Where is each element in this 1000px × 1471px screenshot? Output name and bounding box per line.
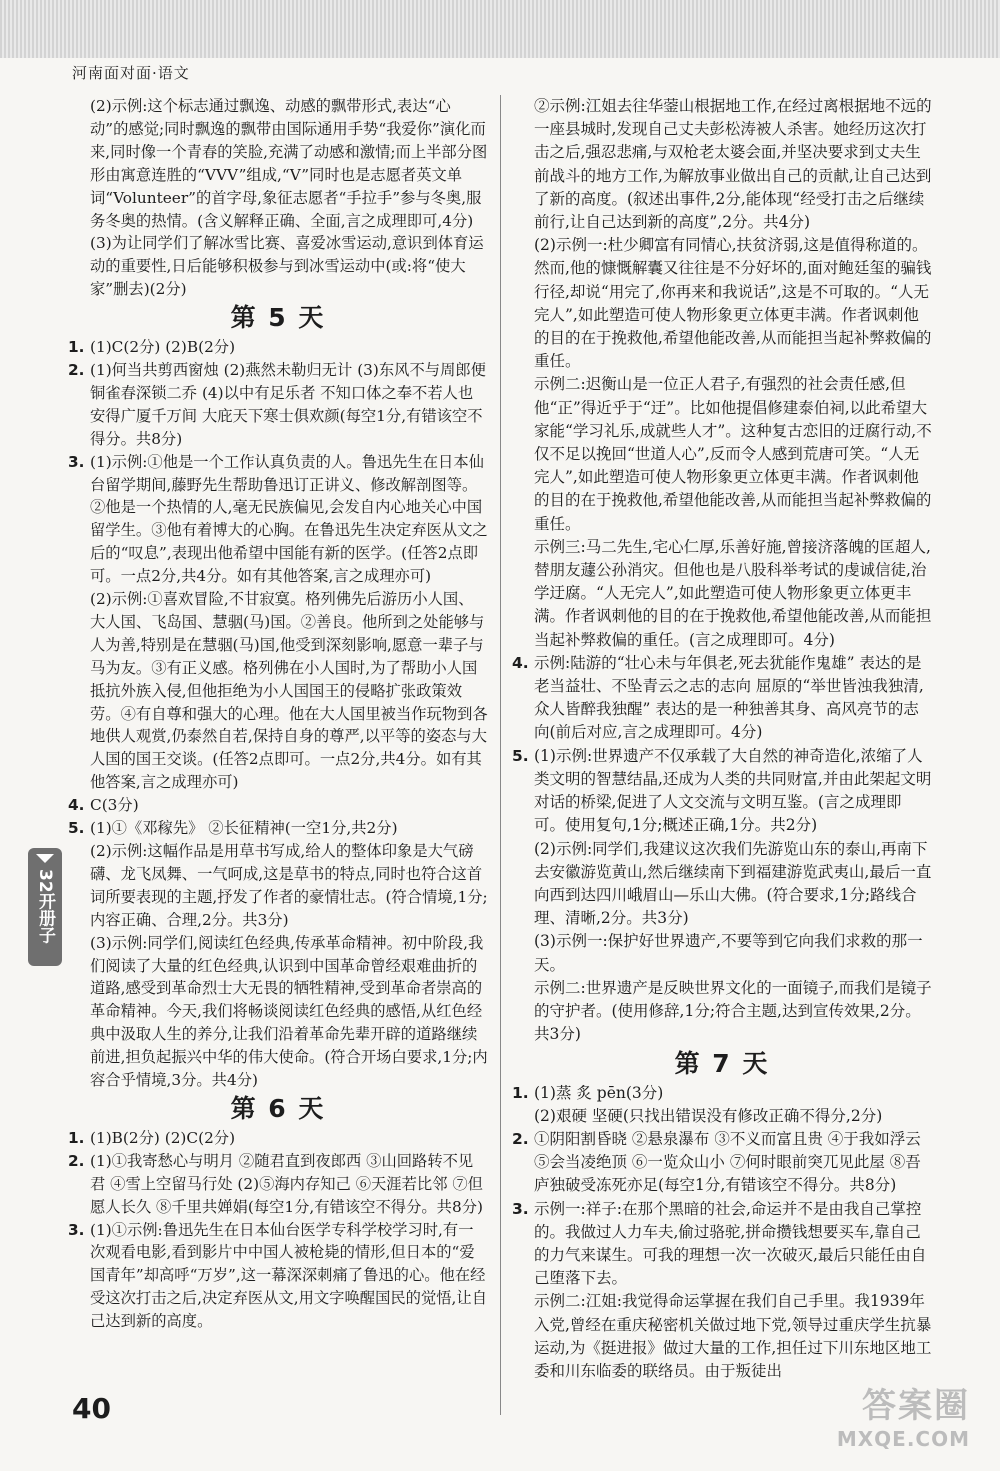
answer-item (68, 336, 488, 359)
answer-paragraph: (2)示例:这个标志通过飘逸、动感的飘带形式,表达“心动”的感觉;同时飘逸的飘带由国际通用手势“我爱你”演化而来,同时像一个青春的笑脸,充满了动感和激情;而上半部分图形由寓意连胜的“VVV”组成,“V”同时也是志愿者英文单词“Volunteer”的首字母,象征志愿者“手拉手”参与冬奥,服务冬奥的热情。(含义解释正确、全面,言之成理即可,4分) (90, 97, 488, 230)
answer-item (512, 1198, 932, 1291)
page-number: 40 (72, 1392, 111, 1425)
answer-item (512, 1128, 932, 1198)
answer-paragraph: (2)示例一:杜少卿富有同情心,扶贫济弱,这是值得称道的。然而,他的慷慨解囊又往往是不分好坏的,面对鲍廷玺的骗钱行径,却说“用完了,你再来和我说话”,这是不可取的。“人无完人”,如此塑造可使人物形象更立体更丰满。作者讽刺他的目的在于挽救他,希望他能改善,从而能担当起补弊救偏的重任。 (534, 236, 932, 371)
answer-item (68, 1150, 488, 1219)
question-number: 1. (512, 1083, 529, 1102)
answer-text: (1)①示例:鲁迅先生在日本仙台医学专科学校学习时,有一次观看电影,看到影片中中国人被枪毙的情形,但日本的“爱国青年”却高呼“万岁”,这一幕深深刺痛了鲁迅的心。他在经受这次打击之后,决定弃医从文,用文字唤醒国民的觉悟,让自己达到新的高度。 (90, 1220, 488, 1331)
answer-text: (1)C(2分) (2)B(2分) (90, 338, 236, 357)
answer-text: (1)①《邓稼先》 ②长征精神(一空1分,共2分) (90, 819, 398, 838)
question-number: 3. (68, 452, 85, 471)
question-number: 2. (68, 360, 85, 379)
answer-text: ①阴阳割昏晓 ②悬泉瀑布 ③不义而富且贵 ④于我如浮云 ⑤会当凌绝顶 ⑥一览众山小 ⑦何时眼前突兀见此屋 ⑧吾庐独破受冻死亦足(每空1分,有错该空不得分。共8分) (534, 1129, 921, 1195)
answer-text: (1)何当共剪西窗烛 (2)燕然未勒归无计 (3)东风不与周郎便 铜雀春深锁二乔 (4)以中有足乐者 不知口体之奉不若人也 安得广厦千万间 大庇天下寒士俱欢颜(每空1分,有错该空不得分。共8分) (90, 360, 486, 448)
side-tab-label: 32开册子 (35, 869, 55, 944)
side-tab (28, 848, 62, 966)
answer-paragraph: (2)示例:①喜欢冒险,不甘寂寞。格列佛先后游历小人国、大人国、飞岛国、慧骃(马)国。②善良。他所到之处能够与人为善,特别是在慧骃(马)国,他受到深刻影响,愿意一辈子与马为友。③有正义感。格列佛在小人国时,为了帮助小人国抵抗外族入侵,但他拒绝为小人国国王的侵略扩张政策效劳。④有自尊和强大的心理。他在大人国里被当作玩物到各地供人观赏,仍泰然自若,保持自身的尊严,以平等的姿态与大人国的国王交谈。(任答2点即可。一点2分,共4分。如有其他答案,言之成理亦可) (90, 590, 488, 792)
watermark (837, 1378, 970, 1451)
answer-item (68, 359, 488, 451)
right-column (512, 95, 932, 1383)
answer-item (512, 1082, 932, 1105)
answer-paragraph: 示例三:马二先生,宅心仁厚,乐善好施,曾接济落魄的匡超人,替朋友蘧公孙消灾。但他也是八股科举考试的虔诚信徒,治学迂腐。“人无完人”,如此塑造可使人物形象更立体更丰满。作者讽刺他的目的在于挽救他,希望他能改善,从而能担当起补弊救偏的重任。(言之成理即可。4分) (534, 537, 932, 649)
question-number: 5. (68, 819, 85, 838)
answer-text: C(3分) (90, 796, 139, 815)
day-heading: 第 5 天 (230, 303, 326, 333)
answer-text: (1)①我寄愁心与明月 ②随君直到夜郎西 ③山回路转不见君 ④雪上空留马行处 (2)⑤海内存知己 ⑥天涯若比邻 ⑦但愿人长久 ⑧千里共婵娟(每空1分,有错该空不得分。共8分) (90, 1151, 483, 1216)
left-column (68, 95, 488, 1333)
page-header: 河南面对面·语文 (72, 64, 190, 82)
answer-paragraph: (2)示例:这幅作品是用草书写成,给人的整体印象是大气磅礴、龙飞凤舞、一气呵成,这是草书的特点,同时也符合这首词所要表现的主题,抒发了作者的豪情壮志。(符合情境,1分;内容正确、合理,2分。共3分) (90, 842, 488, 929)
question-number: 2. (68, 1151, 85, 1170)
day-heading: 第 6 天 (230, 1093, 326, 1123)
answer-text: 示例一:祥子:在那个黑暗的社会,命运并不是由我自己掌控的。我做过人力车夫,偷过骆驼,拼命攒钱想要买车,靠自己的力气来谋生。可我的理想一次一次破灭,最后只能任由自己堕落下去。 (534, 1199, 927, 1288)
answer-text: 示例:陆游的“壮心未与年俱老,死去犹能作鬼雄” 表达的是老当益壮、不坠青云之志的志向 屈原的“举世皆浊我独清,众人皆醉我独醒” 表达的是一种独善其身、高风亮节的志向(前后对应,言之成理即可。4分) (534, 653, 924, 742)
answer-paragraph: (3)为让同学们了解冰雪比赛、喜爱冰雪运动,意识到体育运动的重要性,日后能够积极参与到冰雪运动中(或:将“使大家”删去)(2分) (90, 234, 484, 299)
answer-text: (1)B(2分) (2)C(2分) (90, 1128, 236, 1147)
question-number: 3. (512, 1199, 529, 1218)
answer-paragraph: ②示例:江姐去往华蓥山根据地工作,在经过离根据地不远的一座县城时,发现自己丈夫彭松涛被人杀害。她经历这次打击之后,强忍悲痛,与双枪老太婆会面,并坚决要求到丈夫生前战斗的地方工作,为解放事业做出自己的贡献,让自己达到了新的高度。(叙述出事件,2分,能体现“经受打击之后继续前行,让自己达到新的高度”,2分。共4分) (534, 97, 932, 232)
question-number: 5. (512, 746, 529, 765)
question-number: 4. (512, 653, 529, 672)
day-heading: 第 7 天 (674, 1049, 770, 1079)
answer-paragraph: 示例二:世界遗产是反映世界文化的一面镜子,而我们是镜子的守护者。(使用修辞,1分;符合主题,达到宣传效果,2分。共3分) (534, 978, 932, 1044)
answer-item (68, 794, 488, 817)
top-banner (0, 0, 1000, 58)
answer-paragraph: (2)示例:同学们,我建议这次我们先游览山东的泰山,再南下去安徽游览黄山,然后继续南下到福建游览武夷山,最后一直向西到达四川峨眉山—乐山大佛。(符合要求,1分;路线合理、清晰,2分。共3分) (534, 839, 932, 928)
question-number: 1. (68, 338, 85, 357)
answer-item (68, 1127, 488, 1150)
watermark-logo: 答案圈 (862, 1386, 970, 1426)
chevron-down-icon (36, 854, 54, 863)
answer-paragraph: 示例二:迟衡山是一位正人君子,有强烈的社会责任感,但他“正”得近乎于“迂”。比如他提倡修建泰伯祠,以此希望大家能“学习礼乐,成就些人才”。这种复古恋旧的迂腐行动,不仅不足以挽回“世道人心”,反而令人感到荒唐可笑。“人无完人”,如此塑造可使人物形象更立体更丰满。作者讽刺他的目的在于挽救他,希望他能改善,从而能担当起补弊救偏的重任。 (534, 375, 932, 533)
answer-text: (1)示例:世界遗产不仅承载了大自然的神奇造化,浓缩了人类文明的智慧结晶,还成为人类的共同财富,并由此架起文明对话的桥梁,促进了人文交流与文明互鉴。(言之成理即可。使用复句,1分;概述正确,1分。共2分) (534, 746, 932, 835)
question-number: 1. (68, 1128, 85, 1147)
answer-paragraph: 示例二:江姐:我觉得命运掌握在我们自己手里。我1939年入党,曾经在重庆秘密机关做过地下党,领导过重庆学生抗暴运动,为《挺进报》做过大量的工作,担任过下川东地区地工委和川东临委的联络员。由于叛徒出 (534, 1292, 932, 1380)
question-number: 3. (68, 1220, 85, 1239)
answer-text: (1)蒸 炙 pēn(3分) (534, 1083, 664, 1102)
question-number: 2. (512, 1129, 529, 1148)
answer-item (512, 745, 932, 838)
watermark-url: MXQE.COM (836, 1427, 970, 1451)
column-divider (500, 95, 501, 1415)
answer-item (68, 817, 488, 840)
question-number: 4. (68, 796, 85, 815)
answer-item (68, 451, 488, 588)
answer-item (512, 652, 932, 745)
answer-paragraph: (2)艰硬 坚硬(只找出错误没有修改正确不得分,2分) (534, 1106, 883, 1125)
answer-paragraph: (3)示例:同学们,阅读红色经典,传承革命精神。初中阶段,我们阅读了大量的红色经典,认识到中国革命曾经艰难曲折的道路,感受到革命烈士大无畏的牺牲精神,受到革命者崇高的革命精神。今天,我们将畅谈阅读红色经典的感悟,从红色经典中汲取人生的养分,让我们沿着革命先辈开辟的道路继续前进,担负起振兴中华的伟大使命。(符合开场白要求,1分;内容合乎情境,3分。共4分) (90, 933, 488, 1090)
answer-text: (1)示例:①他是一个工作认真负责的人。鲁迅先生在日本仙台留学期间,藤野先生帮助鲁迅订正讲义、修改解剖图等。②他是一个热情的人,毫无民族偏见,会发自内心地关心中国留学生。③他有着博大的心胸。在鲁迅先生决定弃医从文之后的“叹息”,表现出他希望中国能有新的医学。(任答2点即可。一点2分,共4分。如有其他答案,言之成理亦可) (90, 452, 488, 586)
answer-item (68, 1219, 488, 1334)
answer-paragraph: (3)示例一:保护好世界遗产,不要等到它向我们求救的那一天。 (534, 932, 923, 974)
